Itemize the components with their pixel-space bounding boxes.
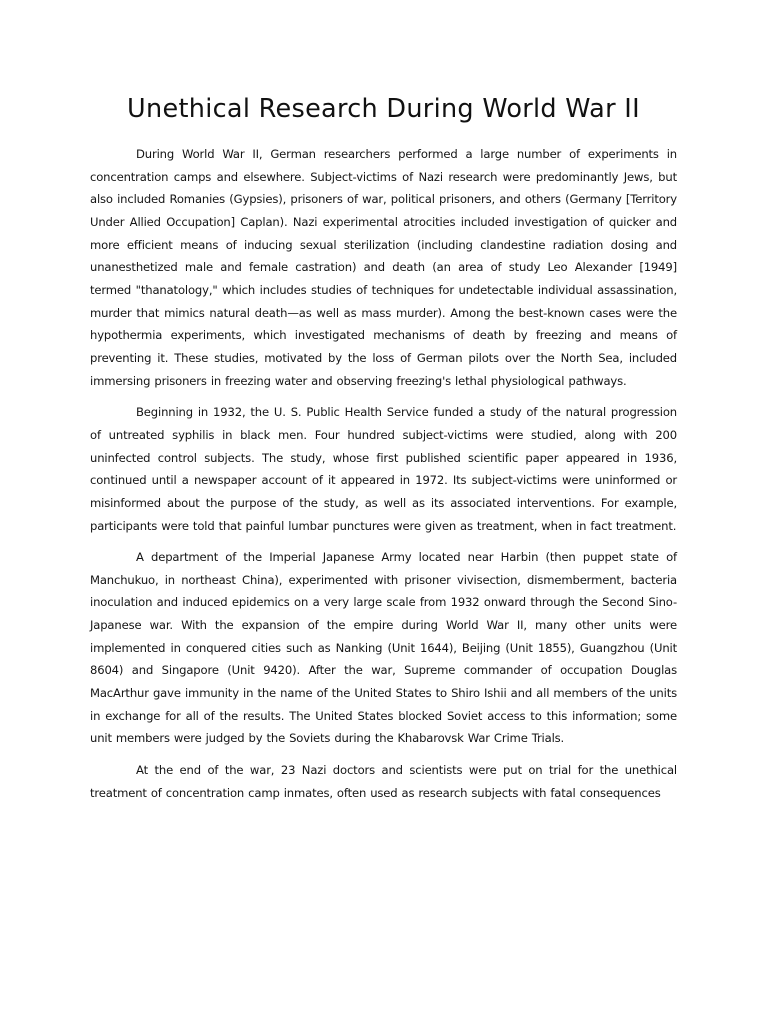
paragraph-syphilis-study: Beginning in 1932, the U. S. Public Health Service funded a study of the natural progression of untreated syphilis in black men. Four hundred subject-victims were studied, along with 200 uninfected control subjects. The study, whose first published scientific paper appeared in 1936, continued until a newspaper account of it appeared in 1972. Its subject-victims were uninformed or misinformed about the purpose of the study, as well as its associated interventions. For example, participants were told that painful lumbar punctures were given as treatment, when in fact treatment.	[90, 405, 677, 533]
document-title: Unethical Research During World War II	[127, 94, 640, 124]
document-page	[90, 92, 677, 813]
paragraph-japanese-army: A department of the Imperial Japanese Army located near Harbin (then puppet state of Manchukuo, in northeast China), experimented with prisoner vivisection, dismemberment, bacteria inoculation and induced epidemics on a very large scale from 1932 onward through the Second Sino-Japanese war. With the expansion of the empire during World War II, many other units were implemented in conquered cities such as Nanking (Unit 1644), Beijing (Unit 1855), Guangzhou (Unit 8604) and Singapore (Unit 9420). After the war, Supreme commander of occupation Douglas MacArthur gave immunity in the name of the United States to Shiro Ishii and all members of the units in exchange for all of the results. The United States blocked Soviet access to this information; some unit members were judged by the Soviets during the Khabarovsk War Crime Trials.	[90, 550, 677, 746]
paragraph-nazi-trials: At the end of the war, 23 Nazi doctors and scientists were put on trial for the unethical treatment of concentration camp inmates, often used as research subjects with fatal consequences	[90, 763, 677, 800]
paragraph-nazi-research: During World War II, German researchers performed a large number of experiments in concentration camps and elsewhere. Subject-victims of Nazi research were predominantly Jews, but also included Romanies (Gypsies), prisoners of war, political prisoners, and others (Germany [Territory Under Allied Occupation] Caplan). Nazi experimental atrocities included investigation of quicker and more efficient means of inducing sexual sterilization (including clandestine radiation dosing and unanesthetized male and female castration) and death (an area of study Leo Alexander [1949] termed "thanatology," which includes studies of techniques for undetectable individual assassination, murder that mimics natural death—as well as mass murder). Among the best-known cases were the hypothermia experiments, which investigated mechanisms of death by freezing and means of preventing it. These studies, motivated by the loss of German pilots over the North Sea, included immersing prisoners in freezing water and observing freezing's lethal physiological pathways.	[90, 147, 677, 388]
